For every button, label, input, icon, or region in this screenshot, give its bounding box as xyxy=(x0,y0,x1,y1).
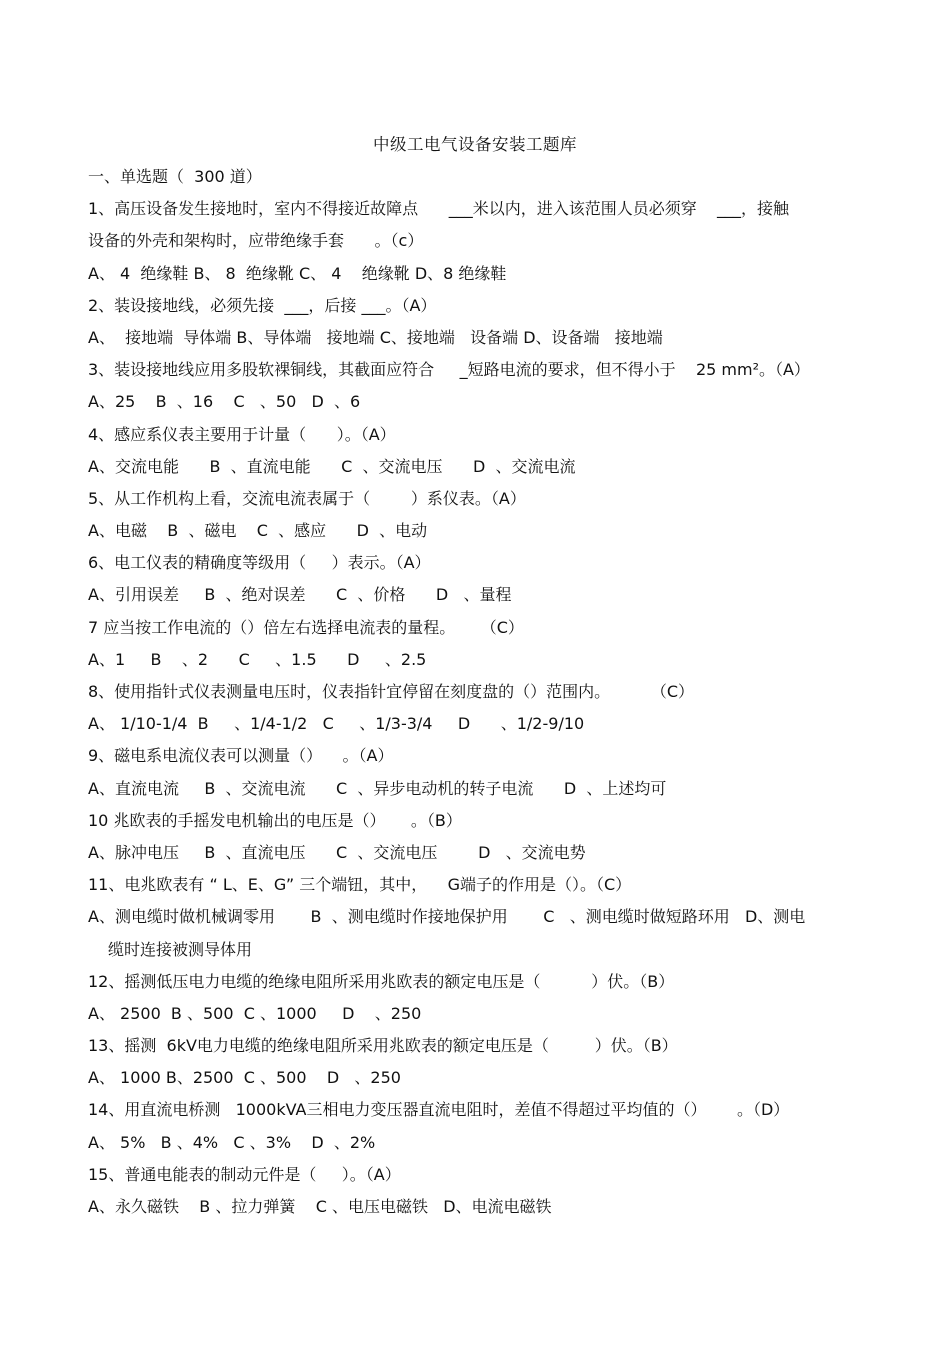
options-7: A、1 B 、2 C 、1.5 D 、2.5 xyxy=(88,649,427,669)
options-11: A、测电缆时做机械调零用 B 、测电缆时作接地保护用 C 、测电缆时做短路环用 D、测电 xyxy=(88,907,806,927)
options-8: A、 1/10-1/4 B 、1/4-1/2 C 、1/3-3/4 D 、1/2-9/10 xyxy=(88,714,585,734)
question-13: 13、摇测 6kV电力电缆的绝缘电阻所采用兆欧表的额定电压是（ ）伏。（B） xyxy=(88,1036,678,1056)
options-4: A、交流电能 B 、直流电能 C 、交流电压 D 、交流电流 xyxy=(88,456,576,476)
options-9: A、直流电流 B 、交流电流 C 、异步电动机的转子电流 D 、上述均可 xyxy=(88,778,667,798)
question-1-continued: 设备的外壳和架构时，应带绝缘手套 。（c） xyxy=(88,231,424,251)
question-14: 14、用直流电桥测 1000kVA三相电力变压器直流电阻时，差值不得超过平均值的（） 。（D） xyxy=(88,1100,790,1120)
options-5: A、电磁 B 、磁电 C 、感应 D 、电动 xyxy=(88,521,428,541)
options-14: A、 5% B 、4% C 、3% D 、2% xyxy=(88,1132,376,1152)
options-12: A、 2500 B 、500 C 、1000 D 、250 xyxy=(88,1003,422,1023)
section-heading: 一、单选题（ 300 道） xyxy=(88,167,262,186)
options-2: A、 接地端 导体端 B、导体端 接地端 C、接地端 设备端 D、设备端 接地端 xyxy=(88,327,663,347)
options-1: A、 4 绝缘鞋 B、 8 绝缘靴 C、 4 绝缘靴 D、8 绝缘鞋 xyxy=(88,263,507,283)
options-13: A、 1000 B、2500 C 、500 D 、250 xyxy=(88,1068,401,1088)
options-6: A、引用误差 B 、绝对误差 C 、价格 D 、量程 xyxy=(88,585,512,605)
options-15: A、永久磁铁 B 、拉力弹簧 C 、电压电磁铁 D、电流电磁铁 xyxy=(88,1197,552,1216)
question-7: 7 应当按工作电流的（）倍左右选择电流表的量程。 （C） xyxy=(88,617,524,637)
question-12: 12、摇测低压电力电缆的绝缘电阻所采用兆欧表的额定电压是（ ）伏。（B） xyxy=(88,971,675,991)
question-11: 11、电兆欧表有 “ L、E、G” 三个端钮，其中， G端子的作用是（）。（C） xyxy=(88,875,632,895)
question-8: 8、使用指针式仪表测量电压时，仪表指针宜停留在刻度盘的（）范围内。 （C） xyxy=(88,682,695,701)
question-4: 4、感应系仪表主要用于计量（ ）。（A） xyxy=(88,424,396,444)
question-9: 9、磁电系电流仪表可以测量（） 。（A） xyxy=(88,746,394,766)
question-15: 15、普通电能表的制动元件是（ ）。（A） xyxy=(88,1164,401,1184)
question-5: 5、从工作机构上看，交流电流表属于（ ）系仪表。（A） xyxy=(88,488,526,508)
question-2: 2、装设接地线，必须先接 ___，后接 ___。（A） xyxy=(88,295,437,315)
question-1: 1、高压设备发生接地时，室内不得接近故障点 ___米以内，进入该范围人员必须穿 ___，接触 xyxy=(88,199,790,219)
question-10: 10 兆欧表的手摇发电机输出的电压是（） 。（B） xyxy=(88,810,462,830)
options-3: A、25 B 、16 C 、50 D 、6 xyxy=(88,392,361,412)
question-6: 6、电工仪表的精确度等级用（ ）表示。（A） xyxy=(88,553,431,573)
question-3: 3、装设接地线应用多股软裸铜线，其截面应符合 _短路电流的要求，但不得小于 25 mm²。（A） xyxy=(88,360,810,380)
options-10: A、脉冲电压 B 、直流电压 C 、交流电压 D 、交流电势 xyxy=(88,842,586,862)
options-11-continued: 缆时连接被测导体用 xyxy=(108,939,253,959)
question-list xyxy=(88,161,863,1223)
document-title: 中级工电气设备安装工题库 xyxy=(373,135,577,154)
